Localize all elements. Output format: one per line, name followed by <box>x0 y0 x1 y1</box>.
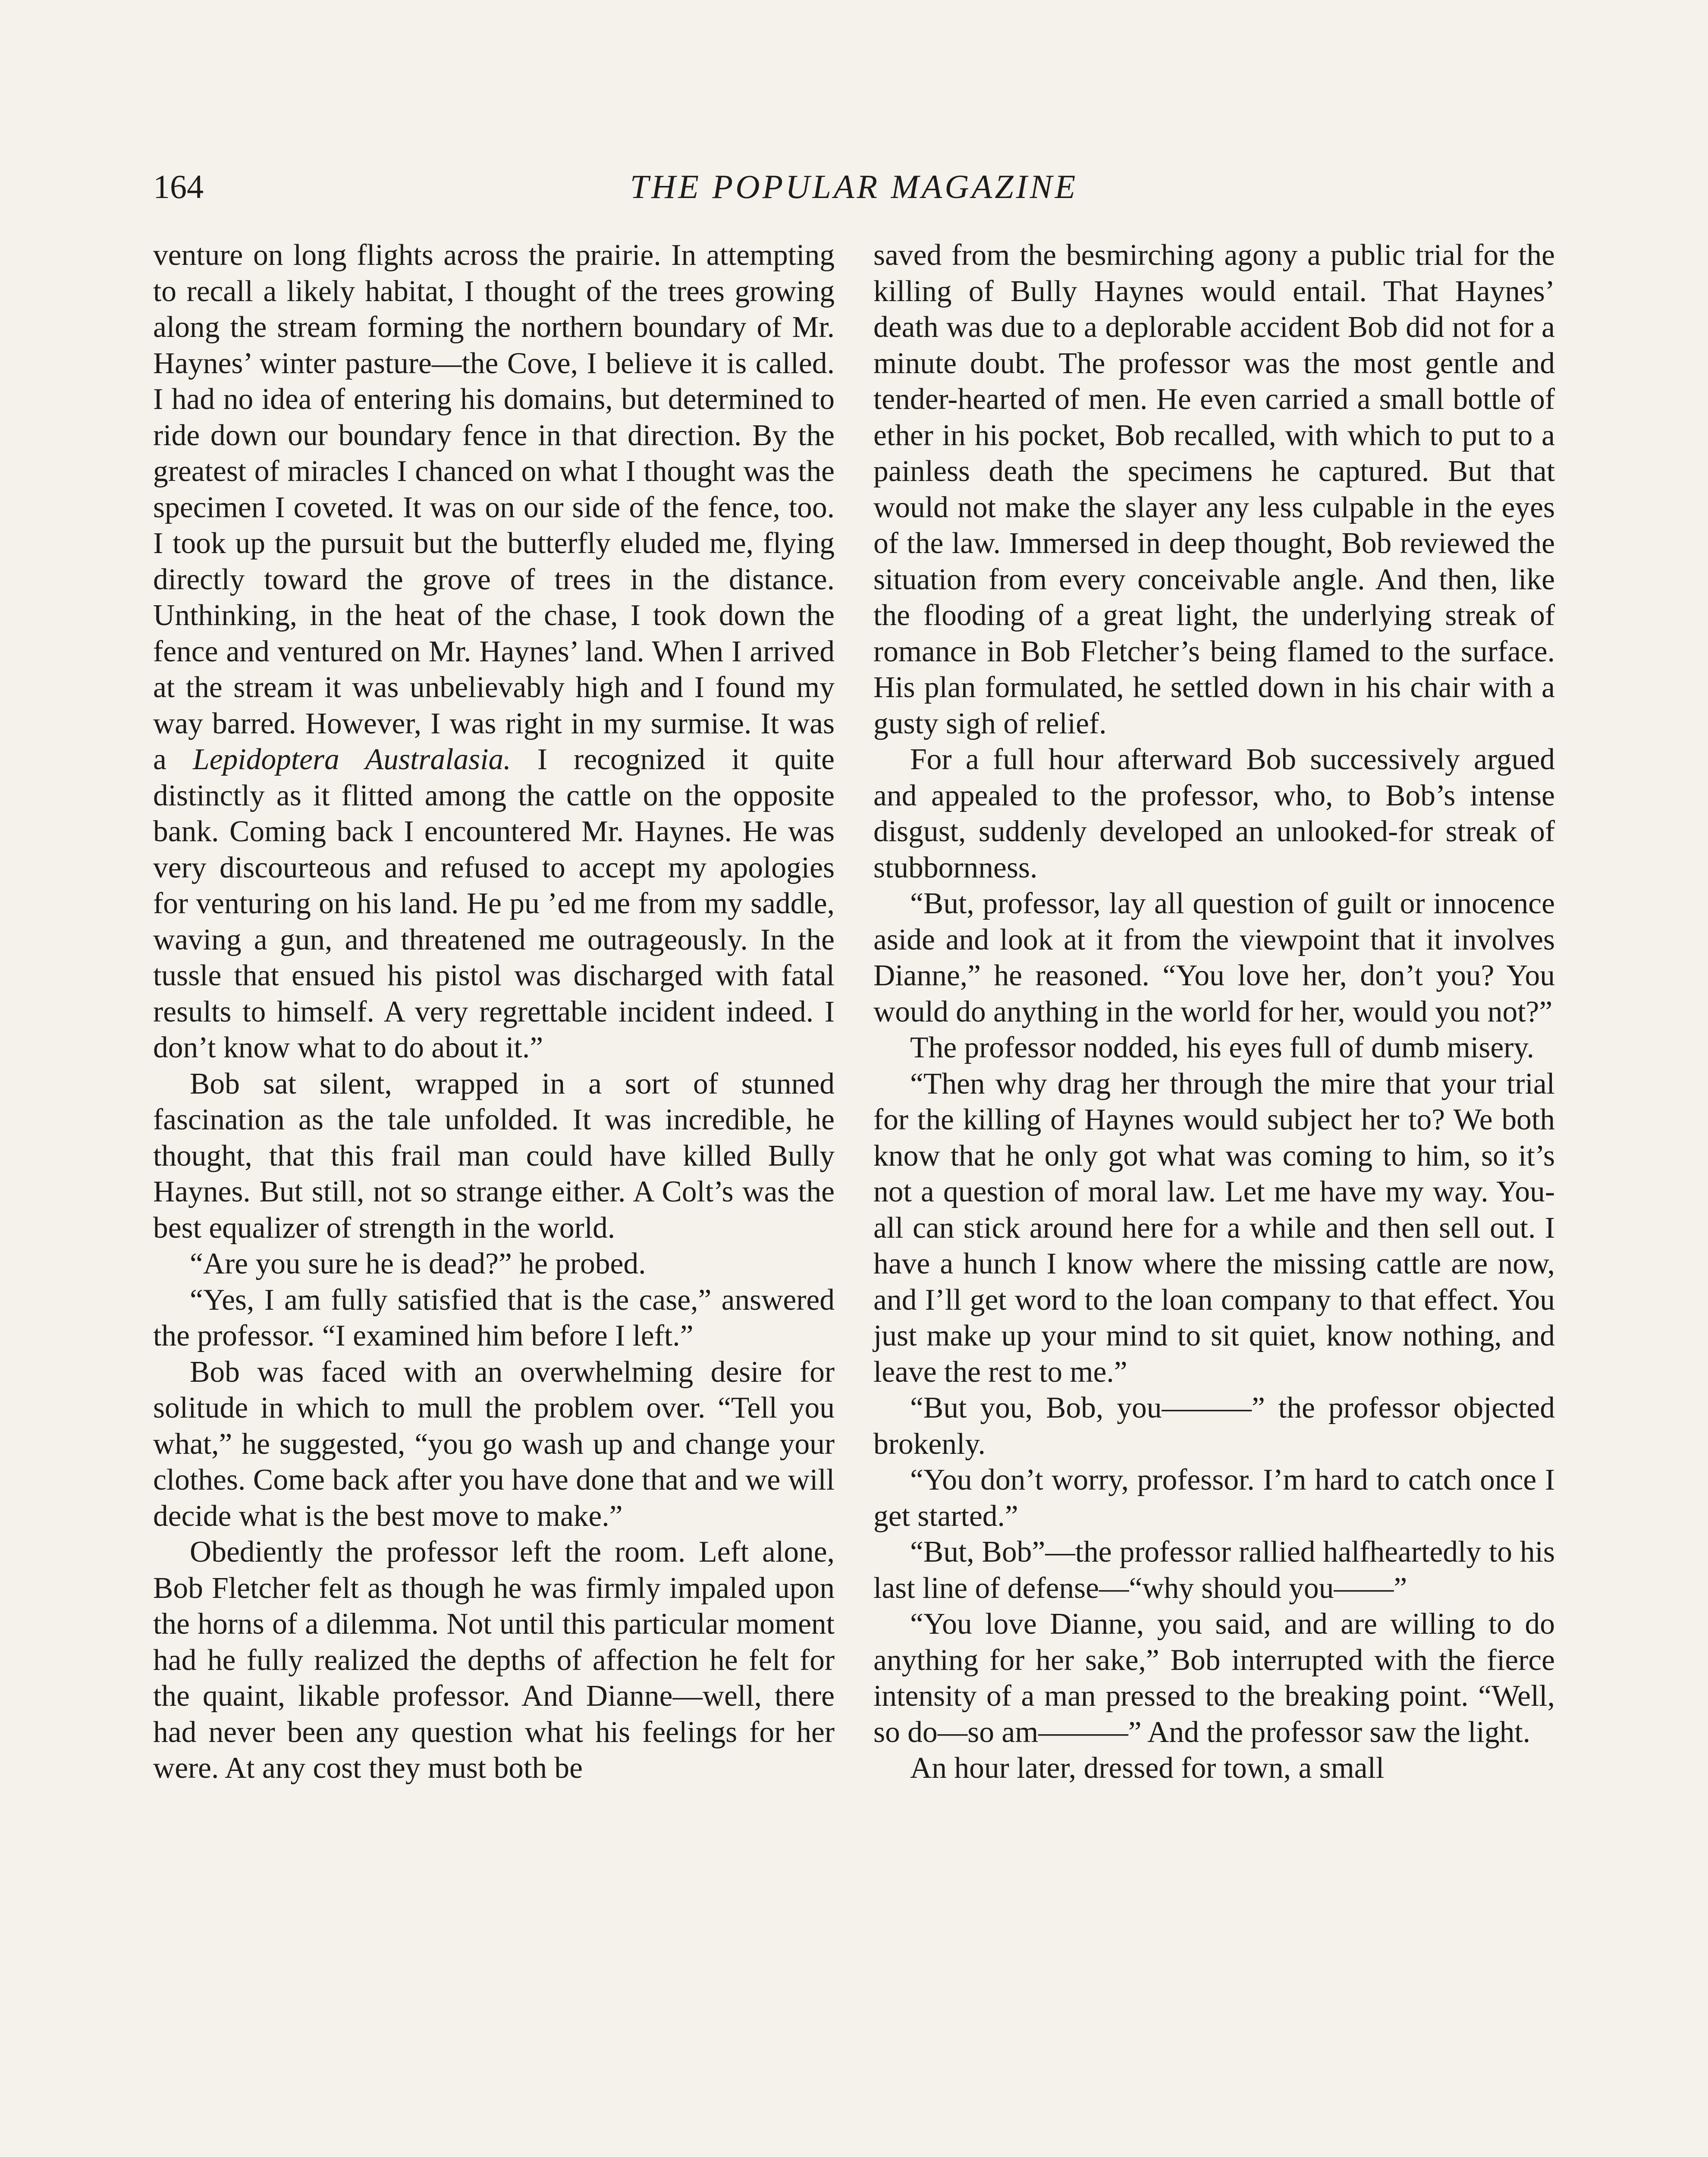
page-header <box>0 0 1708 242</box>
paragraph: “You love Dianne, you said, and are willing to do anything for her sake,” Bob interrupted with the fierce intensity of a man pressed to the breaking point. “Well, so do—so am———” And the professor saw the light. <box>873 1607 1555 1749</box>
species-name: Lepidoptera Australasia. <box>193 743 511 776</box>
paragraph: “You don’t worry, professor. I’m hard to catch once I get started.” <box>873 1463 1555 1533</box>
paragraph: “Then why drag her through the mire that your trial for the killing of Haynes would subject her to? We both know that he only got what was coming to him, so it’s not a question of moral law. Let me have my way. You-all can stick around here for a while and then sell out. I have a hunch I know where the missing cattle are now, and I’ll get word to the loan company to that effect. You just make up your mind to sit quiet, know nothing, and leave the rest to me.” <box>873 1067 1555 1389</box>
paragraph: “Yes, I am fully satisfied that is the case,” answered the professor. “I examined him before I left.” <box>153 1283 835 1352</box>
page-number: 164 <box>153 168 204 205</box>
paragraph: Obediently the professor left the room. Left alone, Bob Fletcher felt as though he was firmly impaled upon the horns of a dilemma. Not until this particular moment had he fully realized the depths of affection he felt for the quaint, likable professor. And Dianne—well, there had never been any question what his feelings for her were. At any cost they must both be <box>153 1535 835 1785</box>
paragraph: “But, Bob”—the professor rallied halfheartedly to his last line of defense—“why should you——” <box>873 1535 1555 1605</box>
paragraph: The professor nodded, his eyes full of dumb misery. <box>910 1031 1534 1064</box>
paragraph: “But, professor, lay all question of guilt or innocence aside and look at it from the viewpoint that it involves Dianne,” he reasoned. “You love her, don’t you? You would do anything in the world for her, would you not?” <box>873 887 1555 1028</box>
paragraph: Bob sat silent, wrapped in a sort of stunned fascination as the tale unfolded. It was incredible, he thought, that this frail man could have killed Bully Haynes. But still, not so strange either. A Colt’s was the best equalizer of strength in the world. <box>153 1067 835 1245</box>
right-column <box>873 237 1555 1786</box>
paragraph: “But you, Bob, you———” the professor objected brokenly. <box>873 1391 1555 1461</box>
paragraph: “Are you sure he is dead?” he probed. <box>190 1247 646 1280</box>
paragraph: For a full hour afterward Bob successively argued and appealed to the professor, who, to Bob’s intense disgust, suddenly developed an unlooked-for streak of stubbornness. <box>873 743 1555 884</box>
left-column <box>153 237 835 1786</box>
running-title: THE POPULAR MAGAZINE <box>630 168 1078 205</box>
paragraph: An hour later, dressed for town, a small <box>910 1751 1385 1785</box>
paragraph: Bob was faced with an overwhelming desire for solitude in which to mull the problem over. “Tell you what,” he suggested, “you go wash up and change your clothes. Come back after you have done that and we will decide what is the best move to make.” <box>153 1355 835 1533</box>
paragraph: venture on long flights across the prairie. In attempting to recall a likely habitat, I thought of the trees growing along the stream forming the northern boundary of Mr. Haynes’ winter pasture—the Cove, I believe it is called. I had no idea of entering his domains, but determined to ride down our boundary fence in that direction. By the greatest of miracles I chanced on what I thought was the specimen I coveted. It was on our side of the fence, too. I took up the pursuit but the butterfly eluded me, flying directly toward the grove of trees in the distance. Unthinking, in the heat of the chase, I took down the fence and ventured on Mr. Haynes’ land. When I arrived at the stream it was unbelievably high and I found my way barred. However, I was right in my surmise. It was a Lepidoptera Australasia. I recognized it quite distinctly as it flitted among the cattle on the opposite bank. Coming back I encountered Mr. Haynes. He was very discourteous and refused to accept my apologies for venturing on his land. He pu ’ed me from my saddle, waving a gun, and threatened me outrageously. In the tussle that ensued his pistol was discharged with fatal results to himself. A very regrettable incident indeed. I don’t know what to do about it.” <box>153 239 835 1064</box>
paragraph: saved from the besmirching agony a public trial for the killing of Bully Haynes would entail. That Haynes’ death was due to a deplorable accident Bob did not for a minute doubt. The professor was the most gentle and tender-hearted of men. He even carried a small bottle of ether in his pocket, Bob recalled, with which to put to a painless death the specimens he captured. But that would not make the slayer any less culpable in the eyes of the law. Immersed in deep thought, Bob reviewed the situation from every conceivable angle. And then, like the flooding of a great light, the underlying streak of romance in Bob Fletcher’s being flamed to the surface. His plan formulated, he settled down in his chair with a gusty sigh of relief. <box>873 239 1555 740</box>
